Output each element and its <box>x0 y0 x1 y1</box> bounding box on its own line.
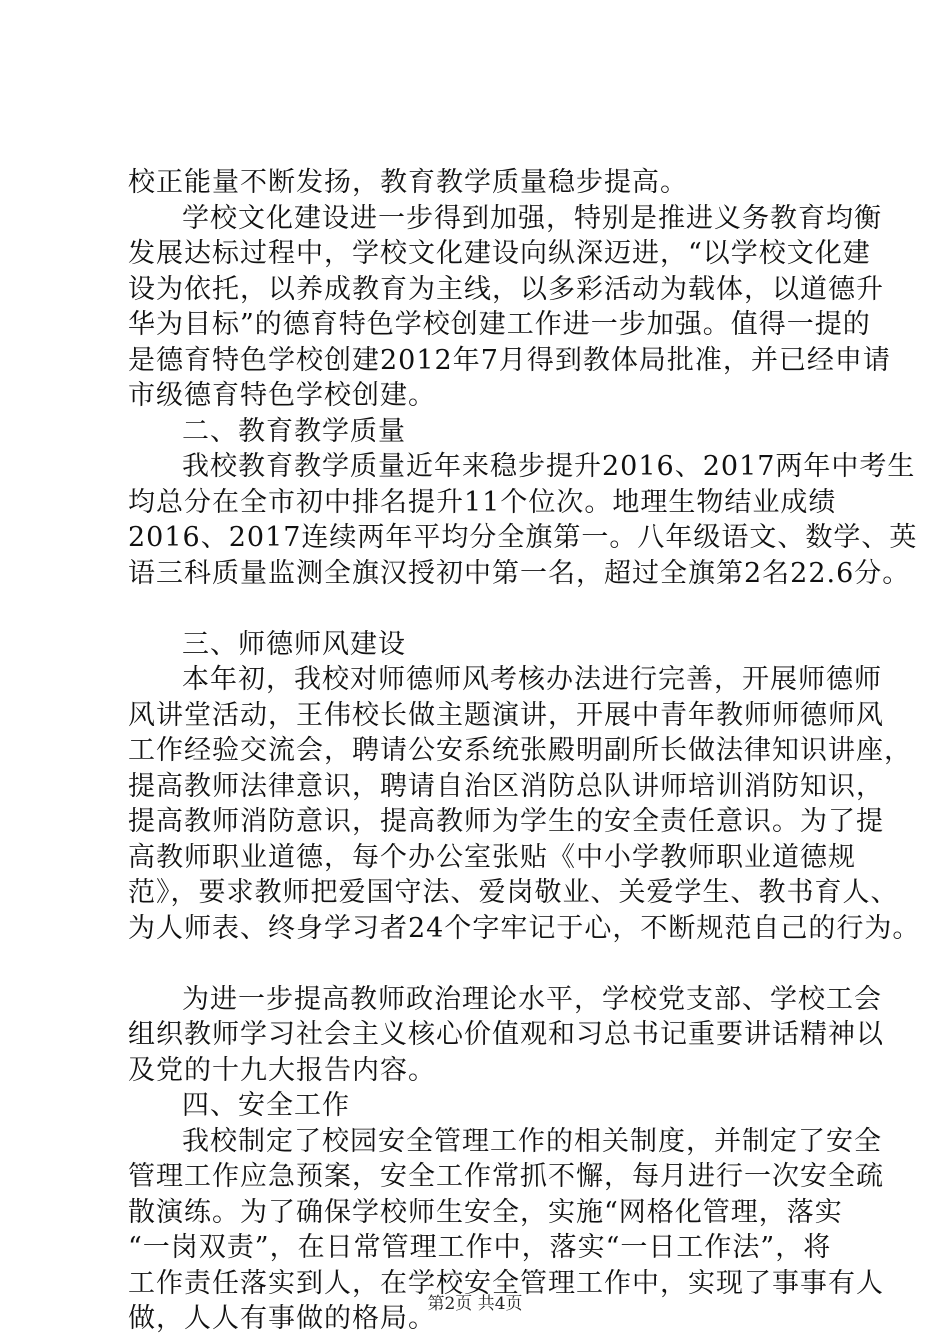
text-line: 提高教师法律意识，聘请自治区消防总队讲师培训消防知识， <box>128 770 884 802</box>
text-line: 为人师表、终身学习者24个字牢记于心，不断规范自己的行为。 <box>128 912 921 944</box>
text-line: 2016、2017连续两年平均分全旗第一。八年级语文、数学、英 <box>128 522 918 553</box>
text-line: 工作经验交流会，聘请公安系统张殿明副所长做法律知识讲座， <box>128 735 912 766</box>
text-line: 华为目标”的德育特色学校创建工作进一步加强。值得一提的 <box>128 309 871 340</box>
text-line: 校正能量不断发扬，教育教学质量稳步提高。 <box>128 167 688 198</box>
text-line: 做，人人有事做的格局。 <box>128 1303 436 1334</box>
section-heading: 四、安全工作 <box>182 1090 350 1121</box>
text-line: 及党的十九大报告内容。 <box>128 1054 436 1086</box>
text-line: “一岗双责”，在日常管理工作中，落实“一日工作法”，将 <box>128 1232 832 1263</box>
page-number-footer: 第2页 共4页 <box>427 1294 523 1314</box>
text-line: 风讲堂活动，王伟校长做主题演讲，开展中青年教师师德师风 <box>128 699 884 731</box>
text-line: 工作责任落实到人，在学校安全管理工作中，实现了事事有人 <box>128 1267 884 1299</box>
text-line: 管理工作应急预案，安全工作常抓不懈，每月进行一次安全疏 <box>128 1161 884 1192</box>
text-line: 是德育特色学校创建2012年7月得到教体局批准，并已经申请 <box>128 344 891 376</box>
text-line: 提高教师消防意识，提高教师为学生的安全责任意识。为了提 <box>128 806 884 837</box>
text-line: 我校制定了校园安全管理工作的相关制度，并制定了安全 <box>182 1125 882 1157</box>
text-line: 我校教育教学质量近年来稳步提升2016、2017两年中考生 <box>182 451 916 482</box>
section-heading: 二、教育教学质量 <box>182 415 406 447</box>
text-line: 市级德育特色学校创建。 <box>128 380 436 411</box>
text-line: 范》，要求教师把爱国守法、爱岗敬业、关爱学生、教书育人、 <box>128 877 899 908</box>
text-line: 设为依托，以养成教育为主线，以多彩活动为载体，以道德升 <box>128 273 884 305</box>
text-line: 本年初，我校对师德师风考核办法进行完善，开展师德师 <box>182 664 882 695</box>
text-line: 散演练。为了确保学校师生安全，实施“网格化管理，落实 <box>128 1196 843 1228</box>
text-line: 均总分在全市初中排名提升11个位次。地理生物结业成绩 <box>128 486 837 518</box>
text-line: 学校文化建设进一步得到加强，特别是推进义务教育均衡 <box>182 202 882 234</box>
text-line: 为进一步提高教师政治理论水平，学校党支部、学校工会 <box>182 983 882 1015</box>
text-line: 语三科质量监测全旗汉授初中第一名，超过全旗第2名22.6分。 <box>128 557 911 589</box>
text-line: 高教师职业道德，每个办公室张贴《中小学教师职业道德规 <box>128 841 856 873</box>
section-heading: 三、师德师风建设 <box>182 628 406 660</box>
text-line: 组织教师学习社会主义核心价值观和习总书记重要讲话精神以 <box>128 1019 884 1050</box>
text-line: 发展达标过程中，学校文化建设向纵深迈进，“以学校文化建 <box>128 238 871 269</box>
